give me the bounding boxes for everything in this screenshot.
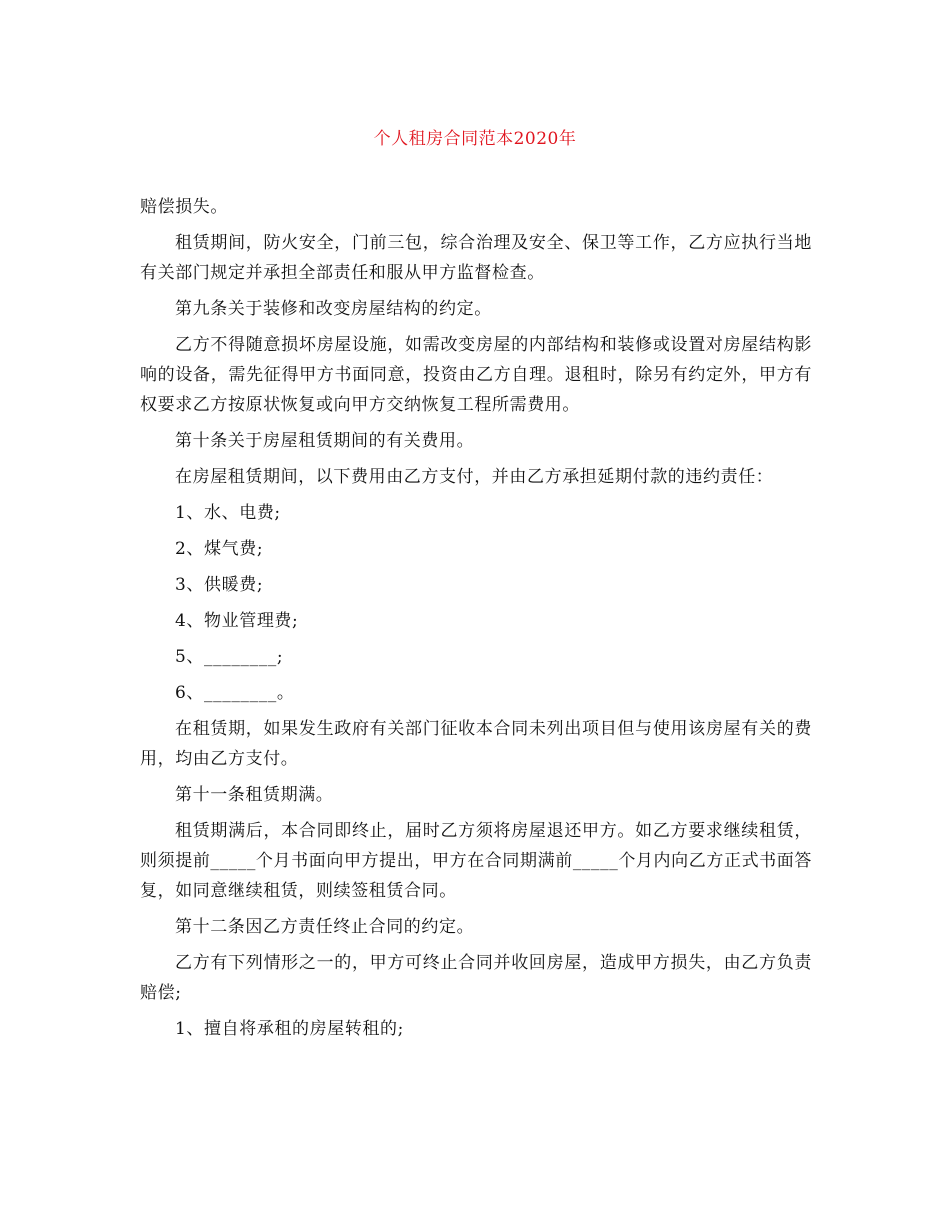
paragraph-government-fees: 在租赁期，如果发生政府有关部门征收本合同未列出项目但与使用该房屋有关的费用，均由乙方支付。 <box>140 719 812 769</box>
list-item-fee-4: 4、物业管理费; <box>175 611 299 631</box>
paragraph-safety-duties: 租赁期间，防火安全，门前三包，综合治理及安全、保卫等工作，乙方应执行当地有关部门规定并承担全部责任和服从甲方监督检查。 <box>140 233 812 283</box>
list-item-fee-1: 1、水、电费; <box>175 503 281 523</box>
paragraph-renovation-terms: 乙方不得随意损坏房屋设施，如需改变房屋的内部结构和装修或设置对房屋结构影响的设备，需先征得甲方书面同意，投资由乙方自理。退租时，除另有约定外，甲方有权要求乙方按原状恢复或向甲方交纳恢复工程所需费用。 <box>140 335 812 415</box>
list-item-fee-3: 3、供暖费; <box>175 575 264 595</box>
document-body <box>140 192 812 1050</box>
article-12-heading: 第十二条因乙方责任终止合同的约定。 <box>175 917 475 937</box>
document-title: 个人租房合同范本2020年 <box>373 129 577 149</box>
article-10-heading: 第十条关于房屋租赁期间的有关费用。 <box>175 431 475 451</box>
list-item-sublet: 1、擅自将承租的房屋转租的; <box>175 1019 404 1039</box>
article-9-heading: 第九条关于装修和改变房屋结构的约定。 <box>175 299 492 319</box>
list-item-fee-5: 5、________; <box>175 647 284 667</box>
article-11-heading: 第十一条租赁期满。 <box>175 785 334 805</box>
list-item-fee-2: 2、煤气费; <box>175 539 264 559</box>
list-item-fee-6: 6、________。 <box>175 683 295 703</box>
paragraph-lease-expiry: 租赁期满后，本合同即终止，届时乙方须将房屋退还甲方。如乙方要求继续租赁，则须提前_____个月书面向甲方提出，甲方在合同期满前_____个月内向乙方正式书面答复，如同意继续租赁，则续签租赁合同。 <box>140 821 812 901</box>
paragraph-continuation: 赔偿损失。 <box>140 197 228 217</box>
paragraph-termination-conditions: 乙方有下列情形之一的，甲方可终止合同并收回房屋，造成甲方损失，由乙方负责赔偿; <box>140 953 812 1003</box>
paragraph-fees-intro: 在房屋租赁期间，以下费用由乙方支付，并由乙方承担延期付款的违约责任： <box>175 467 774 487</box>
